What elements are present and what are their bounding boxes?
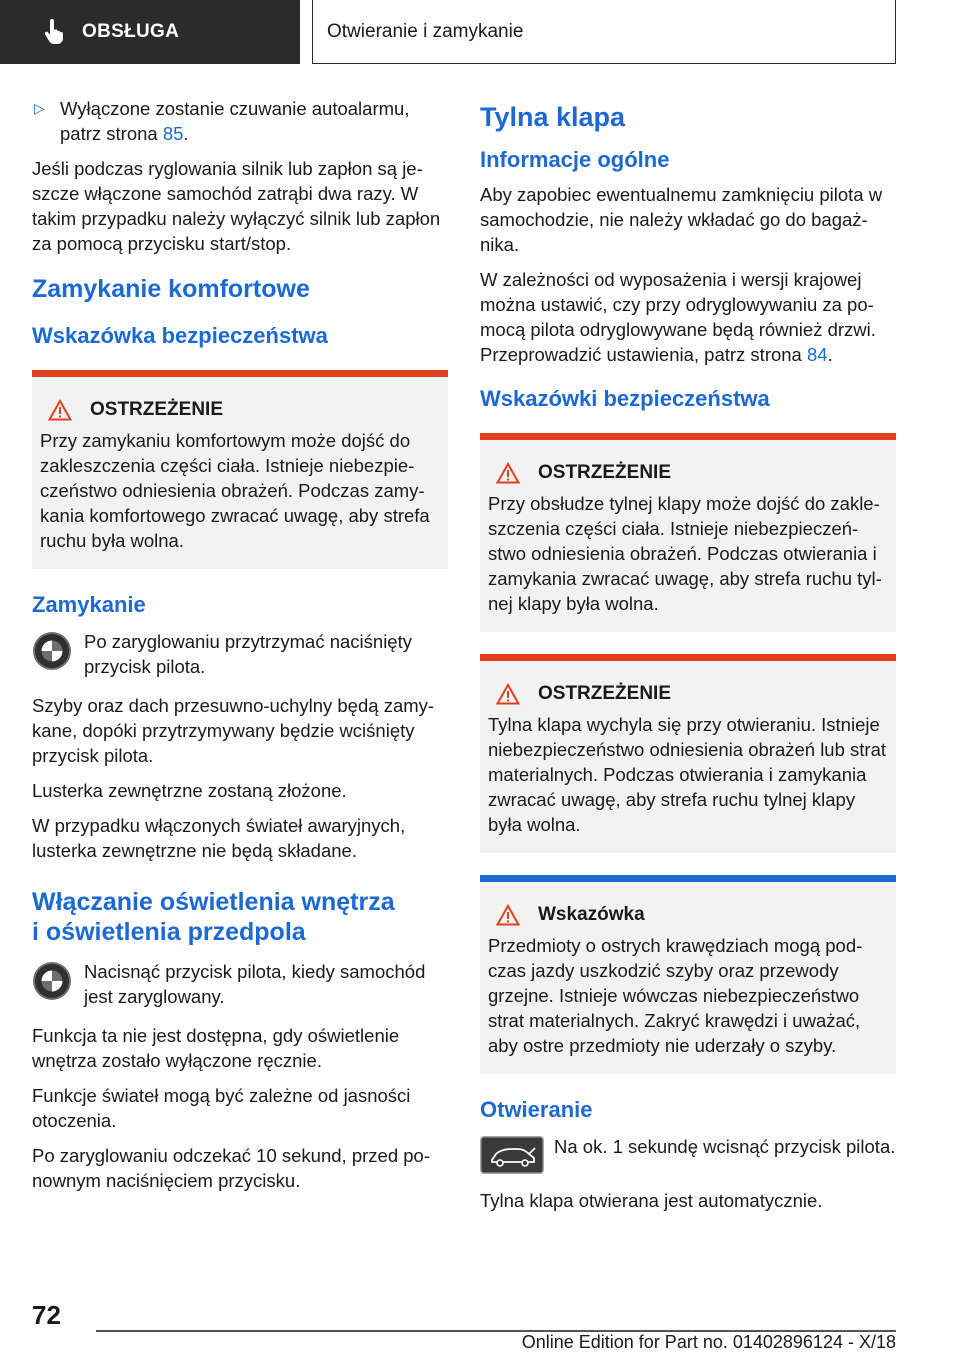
section-title: OBSŁUGA — [82, 21, 180, 42]
bullet-end: . — [183, 123, 189, 144]
engine-paragraph: Jeśli podczas ryglowania silnik lub zapłon są jeszcze włączone samochód zatrąbi dwa razy. W takim przypadku należy wyłączyć silnik lub zapłon za pomocą przycisku start/stop. — [32, 158, 441, 254]
light-key-text: Nacisnąć przycisk pilota, kiedy samochód jest zaryglowany. — [84, 961, 426, 1007]
warning-box-comfort — [32, 370, 448, 569]
warning-label: OSTRZEŻENIE — [538, 462, 672, 483]
closing-key-text: Po zaryglowaniu przytrzymać naciśnięty przycisk pilota. — [84, 631, 412, 677]
light-key-row — [32, 959, 448, 1009]
warning-title — [40, 397, 440, 422]
bmw-key-icon — [32, 961, 72, 1001]
func-paragraph-1: Funkcja ta nie jest dostępna, gdy oświetlenie wnętrza zostało wyłączone ręcznie. — [32, 1025, 400, 1071]
page-number: 72 — [32, 1300, 61, 1330]
warning-text: Przy obsłudze tylnej klapy może dojść do zakleszczenia części ciała. Istnieje niebezpieczeństwo odniesienia obrażeń. Podczas otwierania i zamykania zwracać uwagę, aby strefa ruchu tylnej klapy była wolna. — [488, 493, 882, 614]
note-box — [480, 875, 896, 1074]
open-key-row — [480, 1134, 896, 1174]
general-paragraph-1: Aby zapobiec ewentualnemu zamknięciu pilota w samochodzie, nie należy wkładać go do bagażnika. — [480, 184, 883, 255]
bullet-item — [32, 96, 448, 146]
warning-triangle-icon — [496, 462, 520, 484]
func-paragraph-3: Po zaryglowaniu odczekać 10 sekund, przed ponownym naciśnięciem przycisku. — [32, 1145, 430, 1191]
hand-pointer-icon — [40, 18, 68, 46]
auto-open-paragraph: Tylna klapa otwierana jest automatycznie. — [480, 1190, 823, 1211]
warning-title — [488, 460, 888, 485]
warning-text: Przy zamykaniu komfortowym może dojść do zakleszczenia części ciała. Istnieje niebezpieczeństwo odniesienia obrażeń. Podczas zamykania komfortowego zwracać uwagę, aby strefa ruchu była wolna. — [40, 430, 430, 551]
heading-interior-light-line2: i oświetlenia przedpola — [32, 918, 306, 946]
heading-safety-notes: Wskazówki bezpieczeństwa — [480, 386, 770, 411]
windows-paragraph: Szyby oraz dach przesuwno-uchylny będą zamykane, dopóki przytrzymywany będzie wciśnięty przycisk pilota. — [32, 695, 435, 766]
warning-triangle-icon — [48, 399, 72, 421]
warning-box-tailgate-1 — [480, 433, 896, 632]
heading-interior-light-line1: Włączanie oświetlenia wnętrza — [32, 888, 395, 916]
closing-key-row — [32, 629, 448, 679]
bullet-triangle-icon: ▷ — [34, 100, 45, 116]
mirrors-paragraph: Lusterka zewnętrzne zostaną złożone. — [32, 780, 347, 801]
general-paragraph-2-text: W zależności od wyposażenia i wersji krajowej można ustawić, czy przy odryglowywaniu za pomocą pilota odryglowywane będą również drzwi. Przeprowadzić ustawienia, patrz strona — [480, 269, 876, 365]
warning-text: Tylna klapa wychyla się przy otwieraniu. Istnieje niebezpieczeństwo odniesienia obrażeń lub strat materialnych. Podczas otwierania i zamykania zwracać uwagę, aby strefa ruchu tylnej klapy była wolna. — [488, 714, 887, 835]
note-title — [488, 902, 888, 927]
heading-tailgate: Tylna klapa — [480, 102, 626, 132]
open-key-text: Na ok. 1 sekundę wcisnąć przycisk pilota. — [554, 1136, 896, 1157]
heading-general-info: Informacje ogólne — [480, 147, 670, 172]
warning-label: OSTRZEŻENIE — [538, 683, 672, 704]
breadcrumb-text: Otwieranie i zamykanie — [327, 20, 524, 42]
heading-opening: Otwieranie — [480, 1097, 593, 1122]
func-paragraph-2: Funkcje świateł mogą być zależne od jasności otoczenia. — [32, 1085, 411, 1131]
heading-interior-light — [32, 887, 448, 947]
page-link-84[interactable]: 84 — [807, 344, 828, 365]
page-link-85[interactable]: 85 — [162, 123, 184, 144]
heading-closing: Zamykanie — [32, 592, 146, 617]
note-text: Przedmioty o ostrych krawędziach mogą podczas jazdy uszkodzić szyby oraz przewody grzejne. Istnieje wówczas niebezpieczeństwo strat materialnych. Zakryć krawędzi i uważać, aby ostre przedmioty nie uderzały o szyby. — [488, 935, 863, 1056]
warning-title — [488, 681, 888, 706]
warning-label: OSTRZEŻENIE — [90, 399, 224, 420]
note-triangle-icon — [496, 904, 520, 926]
warning-triangle-icon — [496, 683, 520, 705]
note-label: Wskazówka — [538, 904, 645, 925]
tailgate-button-icon — [480, 1136, 544, 1174]
hazard-paragraph: W przypadku włączonych świateł awaryjnych, lusterka zewnętrzne nie będą składane. — [32, 815, 406, 861]
warning-box-tailgate-2 — [480, 654, 896, 853]
section-tab — [0, 0, 300, 64]
left-column — [32, 96, 448, 1203]
bullet-text: Wyłączone zostanie czuwanie autoalarmu, patrz strona — [60, 98, 410, 144]
right-column — [480, 96, 896, 1223]
general-paragraph-2-end: . — [827, 344, 833, 365]
page-header — [0, 0, 960, 66]
heading-comfort-closing: Zamykanie komfortowe — [32, 275, 310, 303]
bmw-key-icon — [32, 631, 72, 671]
footer-edition: Online Edition for Part no. 01402896124 - X/18 — [521, 1332, 896, 1352]
general-paragraph-2 — [480, 267, 896, 367]
breadcrumb — [312, 0, 896, 64]
heading-safety-note: Wskazówka bezpieczeństwa — [32, 323, 328, 348]
